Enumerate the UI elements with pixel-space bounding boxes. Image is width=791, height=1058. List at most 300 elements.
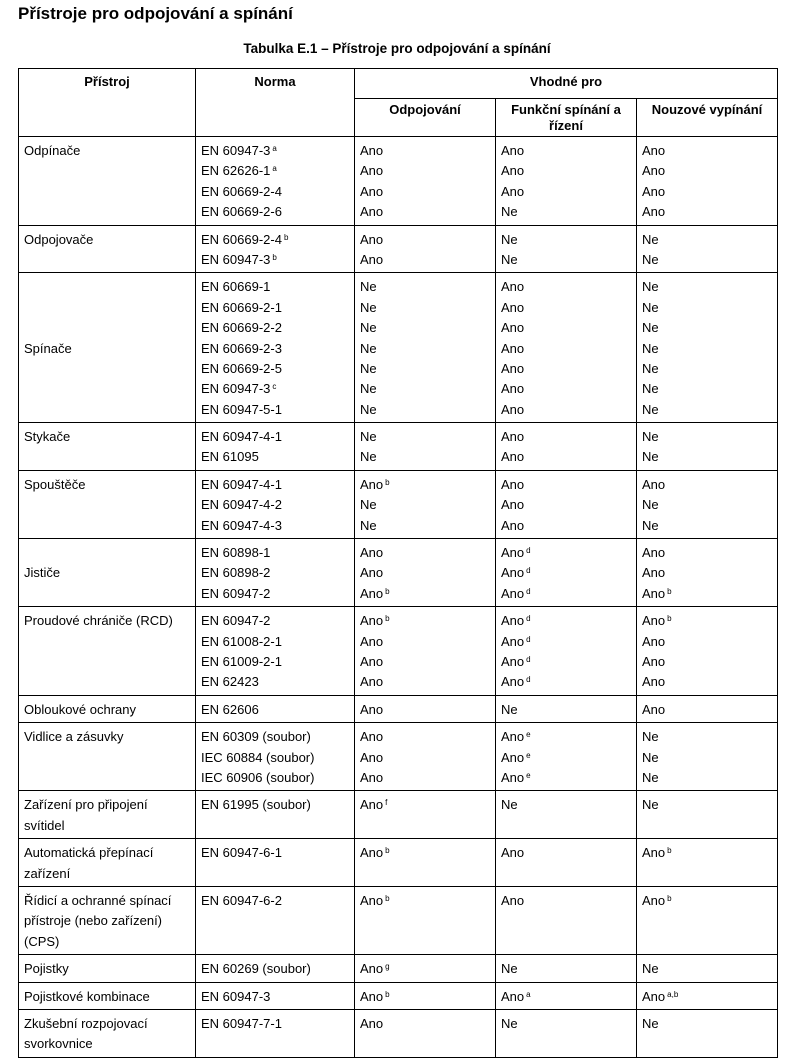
functional-footnote: d: [526, 586, 531, 596]
emergency-cell: [637, 791, 778, 839]
cell-line: [201, 516, 349, 536]
cell-line: [360, 768, 490, 788]
isolation-value: Ano: [360, 585, 384, 601]
standard-value: EN 61009-2-1: [201, 653, 282, 669]
emergency-cell: [637, 695, 778, 722]
cell-line: [360, 182, 490, 202]
isolation-value: Ano: [360, 143, 384, 158]
cell-line: [642, 182, 772, 202]
cell-line: [501, 359, 631, 379]
isolation-value: Ano: [360, 845, 384, 861]
isolation-value: Ne: [360, 401, 377, 417]
cell-line: [642, 768, 772, 788]
emergency-value: Ne: [642, 279, 659, 295]
isolation-value: Ano: [360, 545, 384, 561]
functional-value: Ano: [501, 633, 525, 649]
cell-line: [360, 141, 490, 161]
cell-line: [642, 959, 772, 979]
header-device: Přístroj: [19, 69, 196, 137]
standard-value: EN 60947-4-1: [201, 429, 282, 445]
functional-value: Ano: [501, 279, 525, 295]
standard-value: EN 61995 (soubor): [201, 797, 311, 813]
cell-line: [642, 339, 772, 359]
cell-line: [201, 891, 349, 911]
standard-footnote: b: [272, 252, 277, 262]
cell-line: [501, 250, 631, 270]
emergency-footnote: b: [667, 893, 672, 903]
emergency-value: Ne: [642, 497, 659, 513]
header-suitable-for: Vhodné pro: [355, 69, 778, 99]
cell-line: [642, 475, 772, 495]
cell-line: [360, 298, 490, 318]
functional-footnote: d: [526, 634, 531, 644]
device-cell: Jističe: [19, 539, 196, 607]
cell-line: [501, 277, 631, 297]
device-cell: Pojistky: [19, 955, 196, 982]
table-row: [19, 273, 778, 423]
functional-cell: [496, 470, 637, 538]
cell-line: [501, 584, 631, 604]
emergency-cell: [637, 273, 778, 423]
standard-value: EN 60947-6-2: [201, 892, 282, 908]
functional-cell: [496, 607, 637, 696]
standard-cell: [196, 839, 355, 887]
table-row: [19, 955, 778, 982]
isolation-value: Ne: [360, 497, 377, 513]
functional-cell: [496, 137, 637, 226]
devices-table: [18, 68, 778, 1058]
standard-value: EN 60947-3: [201, 381, 271, 397]
table-row: [19, 470, 778, 538]
cell-line: [360, 339, 490, 359]
functional-footnote: d: [526, 654, 531, 664]
cell-line: [201, 277, 349, 297]
cell-line: [642, 611, 772, 631]
isolation-cell: [355, 273, 496, 423]
cell-line: [201, 298, 349, 318]
functional-footnote: a: [526, 989, 531, 999]
emergency-value: Ano: [642, 585, 666, 601]
isolation-footnote: b: [385, 989, 390, 999]
cell-line: [501, 161, 631, 181]
cell-line: [201, 652, 349, 672]
emergency-cell: [637, 423, 778, 471]
cell-line: [501, 632, 631, 652]
header-standard: Norma: [196, 69, 355, 137]
cell-line: [201, 141, 349, 161]
emergency-value: Ano: [642, 701, 666, 717]
device-cell: Odpínače: [19, 137, 196, 226]
emergency-value: Ano: [642, 845, 666, 861]
functional-value: Ano: [501, 769, 525, 785]
emergency-value: Ne: [642, 231, 659, 247]
cell-line: [501, 379, 631, 399]
emergency-cell: [637, 955, 778, 982]
isolation-value: Ano: [360, 251, 384, 267]
standard-cell: [196, 982, 355, 1009]
standard-value: EN 60947-4-1: [201, 476, 282, 492]
cell-line: [642, 843, 772, 863]
cell-line: [642, 359, 772, 379]
isolation-value: Ano: [360, 231, 384, 247]
functional-cell: [496, 955, 637, 982]
cell-line: [642, 277, 772, 297]
cell-line: [201, 202, 349, 222]
cell-line: [642, 161, 772, 181]
functional-footnote: d: [526, 675, 531, 685]
emergency-value: Ne: [642, 517, 659, 533]
functional-value: Ano: [501, 613, 525, 629]
emergency-value: Ne: [642, 381, 659, 397]
cell-line: [642, 652, 772, 672]
isolation-cell: [355, 982, 496, 1009]
functional-cell: [496, 886, 637, 954]
cell-line: [201, 359, 349, 379]
emergency-cell: [637, 886, 778, 954]
cell-line: [201, 727, 349, 747]
cell-line: [201, 748, 349, 768]
standard-cell: [196, 886, 355, 954]
cell-line: [501, 727, 631, 747]
isolation-value: Ne: [360, 279, 377, 295]
cell-line: [360, 843, 490, 863]
cell-line: [201, 768, 349, 788]
cell-line: [501, 768, 631, 788]
cell-line: [201, 250, 349, 270]
cell-line: [360, 748, 490, 768]
cell-line: [642, 584, 772, 604]
header-emergency-switching: Nouzové vypínání: [637, 99, 778, 137]
cell-line: [642, 543, 772, 563]
table-body: [19, 137, 778, 1058]
emergency-value: Ne: [642, 961, 659, 977]
emergency-cell: [637, 470, 778, 538]
emergency-value: Ne: [642, 449, 659, 465]
emergency-value: Ne: [642, 429, 659, 445]
functional-value: Ano: [501, 729, 525, 745]
cell-line: [360, 230, 490, 250]
emergency-value: Ano: [642, 143, 666, 158]
cell-line: [501, 891, 631, 911]
isolation-value: Ne: [360, 320, 377, 336]
functional-footnote: e: [526, 750, 531, 760]
functional-value: Ano: [501, 429, 525, 445]
emergency-footnote: b: [667, 846, 672, 856]
cell-line: [360, 632, 490, 652]
standard-footnote: a: [272, 144, 277, 153]
cell-line: [642, 298, 772, 318]
cell-line: [360, 1014, 490, 1034]
table-row: [19, 886, 778, 954]
emergency-value: Ano: [642, 163, 666, 179]
cell-line: [360, 987, 490, 1007]
cell-line: [642, 563, 772, 583]
functional-cell: [496, 539, 637, 607]
cell-line: [201, 543, 349, 563]
standard-cell: [196, 723, 355, 791]
isolation-cell: [355, 470, 496, 538]
emergency-cell: [637, 225, 778, 273]
header-isolation: Odpojování: [355, 99, 496, 137]
cell-line: [360, 652, 490, 672]
isolation-cell: [355, 723, 496, 791]
isolation-cell: [355, 539, 496, 607]
emergency-cell: [637, 607, 778, 696]
emergency-footnote: a,b: [667, 989, 679, 999]
standard-value: EN 60947-3: [201, 143, 271, 158]
cell-line: [360, 475, 490, 495]
cell-line: [360, 543, 490, 563]
standard-cell: [196, 470, 355, 538]
cell-line: [501, 1014, 631, 1034]
cell-line: [360, 400, 490, 420]
cell-line: [360, 516, 490, 536]
isolation-footnote: b: [385, 893, 390, 903]
device-cell: Obloukové ochrany: [19, 695, 196, 722]
functional-value: Ano: [501, 320, 525, 336]
functional-value: Ano: [501, 360, 525, 376]
functional-cell: [496, 423, 637, 471]
cell-line: [201, 1014, 349, 1034]
cell-line: [201, 318, 349, 338]
cell-line: [360, 700, 490, 720]
device-cell: Automatická přepínací zařízení: [19, 839, 196, 887]
emergency-value: Ne: [642, 340, 659, 356]
functional-value: Ano: [501, 476, 525, 492]
emergency-value: Ano: [642, 653, 666, 669]
standard-value: EN 60898-2: [201, 565, 271, 581]
cell-line: [642, 318, 772, 338]
cell-line: [201, 632, 349, 652]
emergency-value: Ne: [642, 320, 659, 336]
isolation-cell: [355, 695, 496, 722]
isolation-value: Ano: [360, 729, 384, 745]
table-row: [19, 225, 778, 273]
cell-line: [201, 843, 349, 863]
emergency-value: Ne: [642, 769, 659, 785]
standard-footnote: a: [272, 164, 277, 174]
cell-line: [360, 584, 490, 604]
functional-value: Ano: [501, 545, 525, 561]
isolation-value: Ano: [360, 701, 384, 717]
isolation-value: Ano: [360, 183, 384, 199]
emergency-value: Ne: [642, 299, 659, 315]
table-row: [19, 1010, 778, 1058]
cell-line: [642, 379, 772, 399]
isolation-cell: [355, 955, 496, 982]
standard-cell: [196, 225, 355, 273]
standard-value: EN 60947-2: [201, 585, 271, 601]
table-row: [19, 695, 778, 722]
isolation-value: Ano: [360, 613, 384, 629]
emergency-value: Ano: [642, 633, 666, 649]
standard-value: IEC 60906 (soubor): [201, 769, 315, 785]
cell-line: [360, 495, 490, 515]
functional-cell: [496, 695, 637, 722]
isolation-cell: [355, 225, 496, 273]
cell-line: [360, 959, 490, 979]
functional-value: Ano: [501, 585, 525, 601]
functional-footnote: d: [526, 546, 531, 556]
cell-line: [360, 427, 490, 447]
cell-line: [201, 584, 349, 604]
emergency-footnote: b: [667, 586, 672, 596]
standard-value: EN 60669-2-2: [201, 320, 282, 336]
cell-line: [201, 563, 349, 583]
cell-line: [360, 727, 490, 747]
isolation-cell: [355, 839, 496, 887]
table-row: [19, 723, 778, 791]
functional-value: Ano: [501, 401, 525, 417]
isolation-value: Ano: [360, 674, 384, 690]
cell-line: [201, 795, 349, 815]
isolation-value: Ne: [360, 381, 377, 397]
cell-line: [642, 987, 772, 1007]
standard-cell: [196, 607, 355, 696]
cell-line: [501, 748, 631, 768]
emergency-value: Ano: [642, 674, 666, 690]
isolation-footnote: b: [385, 614, 390, 624]
cell-line: [642, 427, 772, 447]
emergency-value: Ne: [642, 1016, 659, 1031]
emergency-value: Ano: [642, 204, 666, 220]
cell-line: [501, 843, 631, 863]
cell-line: [360, 277, 490, 297]
isolation-footnote: b: [385, 477, 390, 487]
functional-value: Ano: [501, 449, 525, 465]
device-cell: Zařízení pro připojení svítidel: [19, 791, 196, 839]
isolation-value: Ano: [360, 892, 384, 908]
cell-line: [642, 727, 772, 747]
isolation-cell: [355, 791, 496, 839]
emergency-value: Ne: [642, 749, 659, 765]
isolation-value: Ano: [360, 988, 384, 1004]
standard-value: EN 60669-2-6: [201, 204, 282, 220]
isolation-cell: [355, 423, 496, 471]
functional-value: Ne: [501, 961, 518, 977]
emergency-cell: [637, 723, 778, 791]
standard-value: EN 60669-2-4: [201, 231, 282, 247]
cell-line: [201, 672, 349, 692]
cell-line: [201, 495, 349, 515]
functional-value: Ano: [501, 381, 525, 397]
standard-cell: [196, 423, 355, 471]
table-row: [19, 791, 778, 839]
standard-value: EN 62626-1: [201, 163, 271, 179]
cell-line: [501, 652, 631, 672]
cell-line: [501, 339, 631, 359]
emergency-value: Ano: [642, 613, 666, 629]
isolation-value: Ano: [360, 961, 384, 977]
standard-value: EN 60947-4-2: [201, 497, 282, 513]
cell-line: [501, 427, 631, 447]
cell-line: [501, 795, 631, 815]
standard-cell: [196, 539, 355, 607]
cell-line: [360, 672, 490, 692]
functional-value: Ne: [501, 1016, 518, 1031]
emergency-cell: [637, 839, 778, 887]
table-row: [19, 839, 778, 887]
cell-line: [642, 230, 772, 250]
standard-value: EN 61008-2-1: [201, 633, 282, 649]
functional-value: Ano: [501, 845, 525, 861]
cell-line: [201, 447, 349, 467]
standard-cell: [196, 273, 355, 423]
standard-value: EN 62606: [201, 701, 259, 717]
device-cell: Pojistkové kombinace: [19, 982, 196, 1009]
emergency-value: Ano: [642, 183, 666, 199]
emergency-footnote: b: [667, 614, 672, 624]
functional-cell: [496, 791, 637, 839]
isolation-value: Ano: [360, 797, 384, 813]
cell-line: [201, 611, 349, 631]
cell-line: [642, 141, 772, 161]
table-row: [19, 423, 778, 471]
cell-line: [501, 959, 631, 979]
cell-line: [501, 298, 631, 318]
emergency-value: Ano: [642, 892, 666, 908]
isolation-value: Ano: [360, 163, 384, 179]
table-row: [19, 137, 778, 226]
functional-cell: [496, 982, 637, 1009]
cell-line: [360, 563, 490, 583]
device-cell: Stykače: [19, 423, 196, 471]
isolation-value: Ano: [360, 476, 384, 492]
cell-line: [501, 700, 631, 720]
isolation-value: Ne: [360, 517, 377, 533]
cell-line: [501, 400, 631, 420]
cell-line: [501, 202, 631, 222]
standard-value: EN 60947-3: [201, 251, 271, 267]
functional-value: Ano: [501, 565, 525, 581]
isolation-value: Ano: [360, 769, 384, 785]
cell-line: [642, 891, 772, 911]
isolation-footnote: f: [385, 798, 388, 808]
emergency-value: Ne: [642, 360, 659, 376]
cell-line: [201, 475, 349, 495]
cell-line: [642, 202, 772, 222]
cell-line: [360, 318, 490, 338]
cell-line: [201, 700, 349, 720]
isolation-cell: [355, 137, 496, 226]
device-cell: Spínače: [19, 273, 196, 423]
emergency-value: Ne: [642, 729, 659, 745]
device-cell: Zkušební rozpojovací svorkovnice: [19, 1010, 196, 1058]
device-cell: Proudové chrániče (RCD): [19, 607, 196, 696]
cell-line: [501, 563, 631, 583]
isolation-value: Ne: [360, 429, 377, 445]
functional-value: Ano: [501, 749, 525, 765]
standard-cell: [196, 137, 355, 226]
functional-value: Ano: [501, 299, 525, 315]
cell-line: [642, 632, 772, 652]
emergency-cell: [637, 539, 778, 607]
cell-line: [201, 230, 349, 250]
cell-line: [642, 447, 772, 467]
cell-line: [501, 447, 631, 467]
standard-value: EN 61095: [201, 449, 259, 465]
cell-line: [501, 182, 631, 202]
cell-line: [201, 182, 349, 202]
cell-line: [642, 748, 772, 768]
cell-line: [501, 516, 631, 536]
standard-value: EN 60947-6-1: [201, 845, 282, 861]
emergency-value: Ne: [642, 401, 659, 417]
functional-footnote: d: [526, 566, 531, 576]
standard-value: IEC 60884 (soubor): [201, 749, 315, 765]
cell-line: [642, 250, 772, 270]
table-row: [19, 982, 778, 1009]
